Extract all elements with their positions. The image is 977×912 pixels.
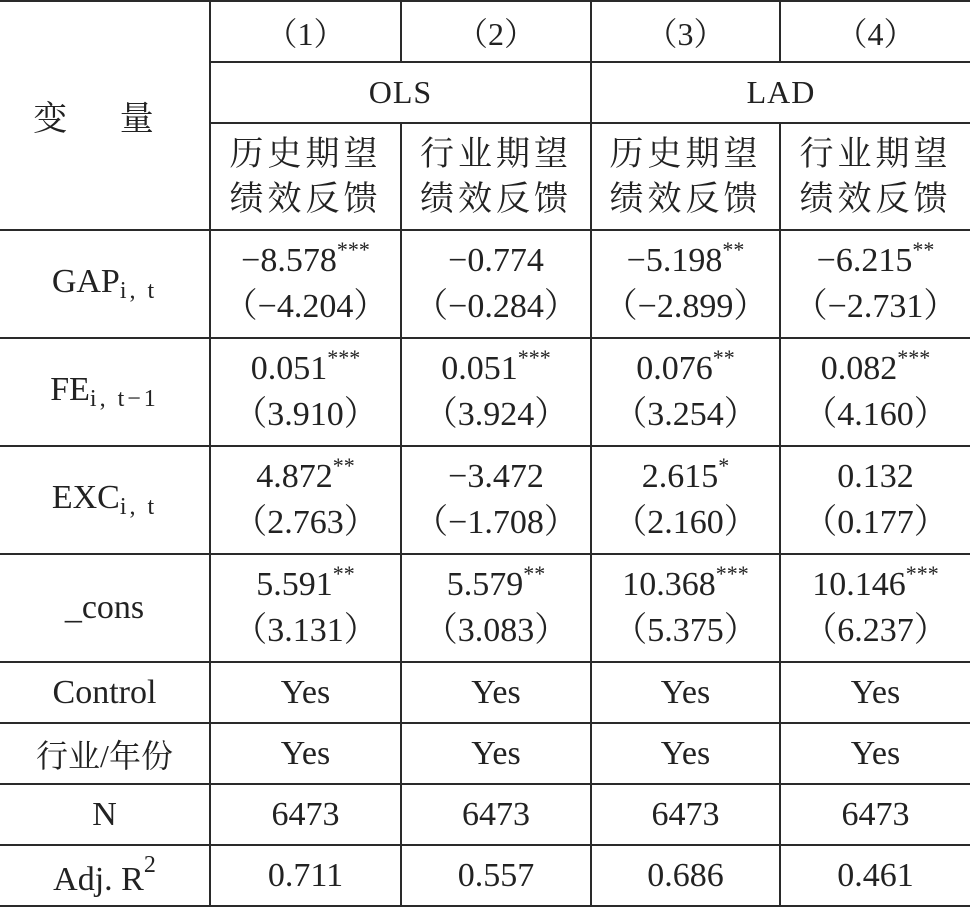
control-value-2: Yes bbox=[401, 662, 591, 723]
stars-fe-2: *** bbox=[517, 345, 551, 370]
var-name-gap: GAP bbox=[51, 263, 120, 300]
cell-cons-1 bbox=[210, 554, 401, 662]
table-row-n bbox=[0, 784, 970, 845]
cell-fe-1 bbox=[210, 338, 401, 446]
control-value-1: Yes bbox=[210, 662, 401, 723]
adj-r2-value-3: 0.686 bbox=[591, 845, 780, 906]
cell-exc-1 bbox=[210, 446, 401, 554]
dependent-label-4 bbox=[780, 123, 970, 230]
stars-exc-1: ** bbox=[332, 453, 355, 478]
tval-cons-4: （6.237） bbox=[803, 612, 948, 649]
coef-exc-2: −3.472 bbox=[448, 458, 544, 495]
tval-fe-2: （3.924） bbox=[423, 396, 569, 433]
header-row-model-numbers bbox=[0, 1, 970, 62]
dependent-label-2-line1: 行业期望 bbox=[420, 135, 572, 173]
var-name-fe: FE bbox=[50, 371, 90, 408]
table-row-fe bbox=[0, 338, 970, 446]
table-row-cons bbox=[0, 554, 970, 662]
dependent-label-1-line2: 绩效反馈 bbox=[229, 180, 382, 218]
adj-r2-value-1: 0.711 bbox=[210, 845, 401, 906]
estimator-lad: LAD bbox=[591, 62, 970, 123]
dependent-label-2 bbox=[401, 123, 591, 230]
coef-fe-1: 0.051 bbox=[250, 350, 328, 387]
adj-r-superscript: 2 bbox=[143, 852, 156, 878]
tval-gap-4: （−2.731） bbox=[793, 288, 958, 325]
dependent-label-3 bbox=[591, 123, 780, 230]
coef-cons-3: 10.368 bbox=[622, 566, 716, 603]
coef-fe-4: 0.082 bbox=[820, 350, 898, 387]
tval-fe-3: （3.254） bbox=[613, 396, 758, 433]
adj-r-label: Adj. R bbox=[53, 861, 144, 898]
tval-exc-1: （2.763） bbox=[233, 504, 378, 541]
coef-cons-1: 5.591 bbox=[256, 566, 333, 603]
stars-cons-2: ** bbox=[523, 561, 546, 586]
tval-cons-3: （5.375） bbox=[613, 612, 758, 649]
n-value-4: 6473 bbox=[780, 784, 970, 845]
row-label-cons bbox=[0, 554, 210, 662]
tval-exc-3: （2.160） bbox=[613, 504, 758, 541]
dependent-label-2-line2: 绩效反馈 bbox=[420, 180, 572, 218]
tval-exc-2: （−1.708） bbox=[414, 504, 578, 541]
var-name-cons: _cons bbox=[64, 589, 145, 626]
stars-gap-1: *** bbox=[336, 237, 370, 262]
table-row-exc bbox=[0, 446, 970, 554]
adj-r2-value-2: 0.557 bbox=[401, 845, 591, 906]
tval-gap-3: （−2.899） bbox=[603, 288, 768, 325]
tval-fe-4: （4.160） bbox=[803, 396, 948, 433]
coef-gap-3: −5.198 bbox=[626, 242, 723, 279]
var-subscript-gap: i, t bbox=[119, 278, 158, 304]
coef-cons-2: 5.579 bbox=[446, 566, 524, 603]
stars-fe-4: *** bbox=[897, 345, 931, 370]
row-label-exc bbox=[0, 446, 210, 554]
industry-year-value-4: Yes bbox=[780, 723, 970, 784]
control-value-3: Yes bbox=[591, 662, 780, 723]
coef-fe-3: 0.076 bbox=[636, 350, 713, 387]
model-number-2: （2） bbox=[401, 1, 591, 62]
coef-exc-1: 4.872 bbox=[256, 458, 333, 495]
industry-year-value-1: Yes bbox=[210, 723, 401, 784]
stars-exc-3: * bbox=[718, 453, 730, 478]
cell-cons-4 bbox=[780, 554, 970, 662]
cell-cons-3 bbox=[591, 554, 780, 662]
n-value-2: 6473 bbox=[401, 784, 591, 845]
coef-gap-2: −0.774 bbox=[448, 242, 544, 279]
stars-gap-4: ** bbox=[912, 237, 935, 262]
stars-gap-3: ** bbox=[722, 237, 745, 262]
table-row-control bbox=[0, 662, 970, 723]
stars-cons-1: ** bbox=[332, 561, 355, 586]
stars-cons-3: *** bbox=[715, 561, 749, 586]
table-row-gap bbox=[0, 230, 970, 338]
row-label-control: Control bbox=[0, 662, 210, 723]
cell-exc-3 bbox=[591, 446, 780, 554]
coef-exc-4: 0.132 bbox=[837, 458, 914, 495]
estimator-ols: OLS bbox=[210, 62, 591, 123]
cell-exc-4 bbox=[780, 446, 970, 554]
stars-fe-3: ** bbox=[712, 345, 735, 370]
row-label-fe bbox=[0, 338, 210, 446]
cell-gap-1 bbox=[210, 230, 401, 338]
var-name-exc: EXC bbox=[51, 479, 120, 516]
cell-gap-4 bbox=[780, 230, 970, 338]
model-number-4: （4） bbox=[780, 1, 970, 62]
cell-gap-3 bbox=[591, 230, 780, 338]
tval-fe-1: （3.910） bbox=[233, 396, 378, 433]
dependent-label-1 bbox=[210, 123, 401, 230]
tval-gap-2: （−0.284） bbox=[414, 288, 578, 325]
model-number-1: （1） bbox=[210, 1, 401, 62]
n-value-3: 6473 bbox=[591, 784, 780, 845]
cell-gap-2 bbox=[401, 230, 591, 338]
row-label-industry-year: 行业/年份 bbox=[0, 723, 210, 784]
dependent-label-1-line1: 历史期望 bbox=[229, 135, 382, 173]
tval-cons-1: （3.131） bbox=[233, 612, 378, 649]
stars-cons-4: *** bbox=[905, 561, 939, 586]
control-value-4: Yes bbox=[780, 662, 970, 723]
cell-exc-2 bbox=[401, 446, 591, 554]
var-subscript-exc: i, t bbox=[119, 494, 158, 520]
adj-r2-value-4: 0.461 bbox=[780, 845, 970, 906]
cell-fe-3 bbox=[591, 338, 780, 446]
stars-fe-1: *** bbox=[327, 345, 361, 370]
coef-cons-4: 10.146 bbox=[812, 566, 906, 603]
cell-cons-2 bbox=[401, 554, 591, 662]
cell-fe-4 bbox=[780, 338, 970, 446]
var-subscript-fe: i, t−1 bbox=[89, 386, 159, 412]
table-row-industry-year bbox=[0, 723, 970, 784]
tval-gap-1: （−4.204） bbox=[223, 288, 388, 325]
row-label-gap bbox=[0, 230, 210, 338]
dependent-label-4-line2: 绩效反馈 bbox=[799, 180, 952, 218]
row-label-n: N bbox=[0, 784, 210, 845]
coef-gap-1: −8.578 bbox=[241, 242, 337, 279]
coef-fe-2: 0.051 bbox=[441, 350, 518, 387]
n-value-1: 6473 bbox=[210, 784, 401, 845]
dependent-label-4-line1: 行业期望 bbox=[799, 135, 952, 173]
cell-fe-2 bbox=[401, 338, 591, 446]
industry-year-value-3: Yes bbox=[591, 723, 780, 784]
dependent-label-3-line2: 绩效反馈 bbox=[609, 180, 762, 218]
industry-year-value-2: Yes bbox=[401, 723, 591, 784]
tval-exc-4: （0.177） bbox=[803, 504, 948, 541]
coef-exc-3: 2.615 bbox=[641, 458, 719, 495]
table-row-adj-r2 bbox=[0, 845, 970, 906]
row-label-adj-r2 bbox=[0, 845, 210, 906]
tval-cons-2: （3.083） bbox=[423, 612, 569, 649]
model-number-3: （3） bbox=[591, 1, 780, 62]
coef-gap-4: −6.215 bbox=[816, 242, 913, 279]
dependent-label-3-line1: 历史期望 bbox=[609, 135, 762, 173]
variable-column-header: 变 量 bbox=[0, 1, 210, 230]
